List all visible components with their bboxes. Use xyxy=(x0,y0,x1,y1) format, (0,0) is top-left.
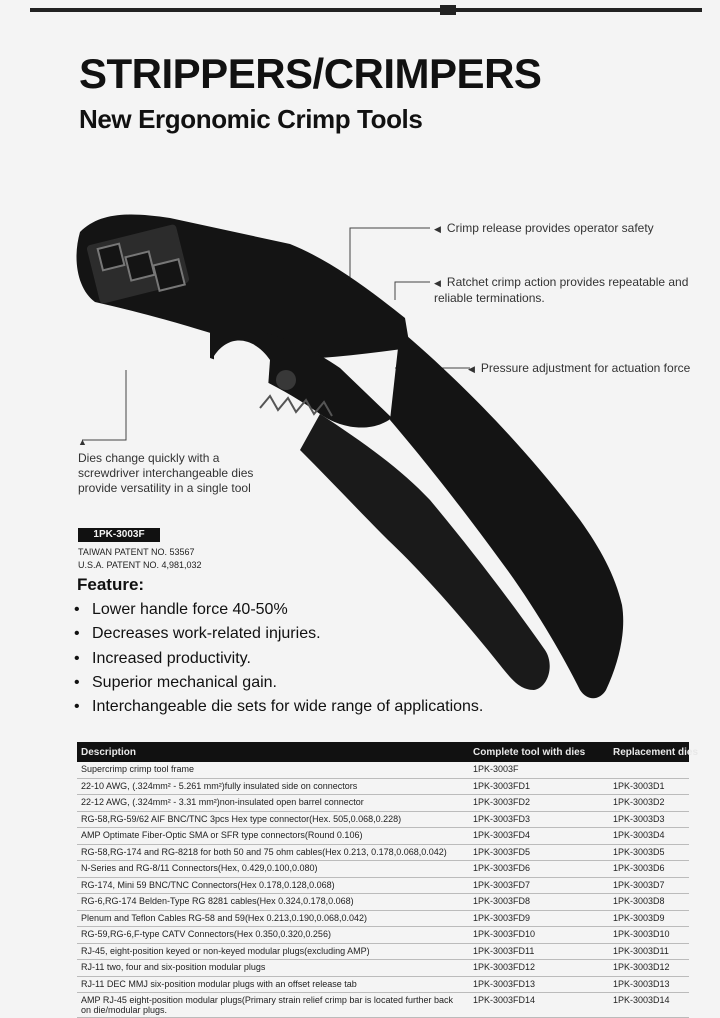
cell-description: RG-174, Mini 59 BNC/TNC Connectors(Hex 0.178,0.128,0.068) xyxy=(77,877,469,894)
callout-ratchet-action: ◀ Ratchet crimp action provides repeatable and reliable terminations. xyxy=(434,275,689,305)
cell-part-number: 1PK-3003FD12 xyxy=(469,960,609,977)
table-row xyxy=(77,762,689,778)
bullet-icon: • xyxy=(74,673,80,691)
patent-taiwan: TAIWAN PATENT NO. 53567 xyxy=(78,547,195,557)
table-row xyxy=(77,993,689,1018)
table-row xyxy=(77,927,689,944)
cell-part-number: 1PK-3003FD7 xyxy=(469,877,609,894)
cell-description: RG-59,RG-6,F-type CATV Connectors(Hex 0.350,0.320,0.256) xyxy=(77,927,469,944)
cell-part-number: 1PK-3003FD6 xyxy=(469,861,609,878)
bullet-icon: • xyxy=(74,601,80,618)
cell-part-number: 1PK-3003FD8 xyxy=(469,894,609,911)
cell-die-number: 1PK-3003D7 xyxy=(609,877,689,894)
cell-die-number xyxy=(609,762,689,778)
feature-item: • Superior mechanical gain. xyxy=(74,671,483,695)
page-subtitle: New Ergonomic Crimp Tools xyxy=(79,104,423,134)
cell-description: RJ-45, eight-position keyed or non-keyed modular plugs(excluding AMP) xyxy=(77,943,469,960)
cell-description: N-Series and RG-8/11 Connectors(Hex, 0.429,0.100,0.080) xyxy=(77,861,469,878)
table-row xyxy=(77,943,689,960)
cell-die-number: 1PK-3003D8 xyxy=(609,894,689,911)
table-row xyxy=(77,844,689,861)
table-row xyxy=(77,976,689,993)
callout-up-arrow xyxy=(78,434,93,450)
table-row xyxy=(77,778,689,795)
cell-part-number: 1PK-3003FD2 xyxy=(469,795,609,812)
cell-die-number: 1PK-3003D6 xyxy=(609,861,689,878)
cell-description: RG-6,RG-174 Belden-Type RG 8281 cables(Hex 0.324,0.178,0.068) xyxy=(77,894,469,911)
bullet-icon: • xyxy=(74,625,80,643)
patent-usa: U.S.A. PATENT NO. 4,981,032 xyxy=(78,560,202,570)
model-badge: 1PK-3003F xyxy=(78,528,160,542)
left-arrow-icon: ◀ xyxy=(468,364,475,374)
cell-part-number: 1PK-3003FD10 xyxy=(469,927,609,944)
cell-part-number: 1PK-3003FD4 xyxy=(469,828,609,845)
table-row xyxy=(77,877,689,894)
table-header-row xyxy=(77,742,689,762)
feature-item: • Lower handle force 40-50% xyxy=(74,598,483,622)
table-row xyxy=(77,795,689,812)
feature-heading: Feature: xyxy=(77,575,145,594)
cell-die-number: 1PK-3003D10 xyxy=(609,927,689,944)
cell-part-number: 1PK-3003FD1 xyxy=(469,778,609,795)
top-rule xyxy=(30,8,702,12)
feature-item: • Decreases work-related injuries. xyxy=(74,622,483,646)
left-arrow-icon: ◀ xyxy=(434,278,441,288)
page-title: STRIPPERS/CRIMPERS xyxy=(79,50,542,97)
cell-die-number: 1PK-3003D12 xyxy=(609,960,689,977)
cell-die-number: 1PK-3003D11 xyxy=(609,943,689,960)
feature-item: • Interchangeable die sets for wide range of applications. xyxy=(74,695,483,719)
cell-die-number: 1PK-3003D3 xyxy=(609,811,689,828)
callout-pressure-adjustment: ◀ Pressure adjustment for actuation force xyxy=(468,361,691,375)
cell-description: AMP Optimate Fiber-Optic SMA or SFR type connectors(Round 0.106) xyxy=(77,828,469,845)
cell-part-number: 1PK-3003FD14 xyxy=(469,993,609,1018)
cell-die-number: 1PK-3003D5 xyxy=(609,844,689,861)
cell-description: 22-10 AWG, (.324mm² - 5.261 mm²)fully insulated side on connectors xyxy=(77,778,469,795)
cell-die-number: 1PK-3003D9 xyxy=(609,910,689,927)
cell-description: AMP RJ-45 eight-position modular plugs(Primary strain relief crimp bar is located further back on die/modular plugs. xyxy=(77,993,469,1018)
top-rule-notch xyxy=(440,5,456,15)
callout-dies-change: Dies change quickly with a screwdriver interchangeable dies provide versatility in a single tool xyxy=(78,451,254,495)
col-header-description: Description xyxy=(77,742,469,762)
tool-pressure-knob xyxy=(276,370,296,390)
table-row xyxy=(77,960,689,977)
bullet-icon: • xyxy=(74,698,80,716)
cell-die-number: 1PK-3003D13 xyxy=(609,976,689,993)
col-header-replacement-dies: Replacement dies xyxy=(609,742,689,762)
cell-description: Plenum and Teflon Cables RG-58 and 59(Hex 0.213,0.190,0.068,0.042) xyxy=(77,910,469,927)
product-table xyxy=(77,742,699,1018)
callout-crimp-release: ◀ Crimp release provides operator safety xyxy=(434,221,654,235)
cell-part-number: 1PK-3003FD3 xyxy=(469,811,609,828)
table-row xyxy=(77,910,689,927)
cell-description: RG-58,RG-174 and RG-8218 for both 50 and 75 ohm cables(Hex 0.213, 0.178,0.068,0.042) xyxy=(77,844,469,861)
cell-die-number: 1PK-3003D1 xyxy=(609,778,689,795)
col-header-complete-tool: Complete tool with dies xyxy=(469,742,609,762)
table-row xyxy=(77,811,689,828)
cell-description: RJ-11 DEC MMJ six-position modular plugs with an offset release tab xyxy=(77,976,469,993)
table-row xyxy=(77,861,689,878)
cell-die-number: 1PK-3003D4 xyxy=(609,828,689,845)
cell-die-number: 1PK-3003D2 xyxy=(609,795,689,812)
bullet-icon: • xyxy=(74,649,80,667)
left-arrow-icon: ◀ xyxy=(434,224,441,234)
feature-list xyxy=(74,598,483,719)
cell-part-number: 1PK-3003F xyxy=(469,762,609,778)
cell-part-number: 1PK-3003FD5 xyxy=(469,844,609,861)
table-row xyxy=(77,894,689,911)
cell-description: 22-12 AWG, (.324mm² - 3.31 mm²)non-insulated open barrel connector xyxy=(77,795,469,812)
up-arrow-icon: ▲ xyxy=(78,437,87,447)
cell-part-number: 1PK-3003FD9 xyxy=(469,910,609,927)
cell-description: Supercrimp crimp tool frame xyxy=(77,762,469,778)
cell-part-number: 1PK-3003FD13 xyxy=(469,976,609,993)
cell-description: RJ-11 two, four and six-position modular plugs xyxy=(77,960,469,977)
feature-item: • Increased productivity. xyxy=(74,647,483,671)
cell-description: RG-58,RG-59/62 AIF BNC/TNC 3pcs Hex type connector(Hex. 505,0.068,0.228) xyxy=(77,811,469,828)
cell-part-number: 1PK-3003FD11 xyxy=(469,943,609,960)
cell-die-number: 1PK-3003D14 xyxy=(609,993,689,1018)
table-row xyxy=(77,828,689,845)
